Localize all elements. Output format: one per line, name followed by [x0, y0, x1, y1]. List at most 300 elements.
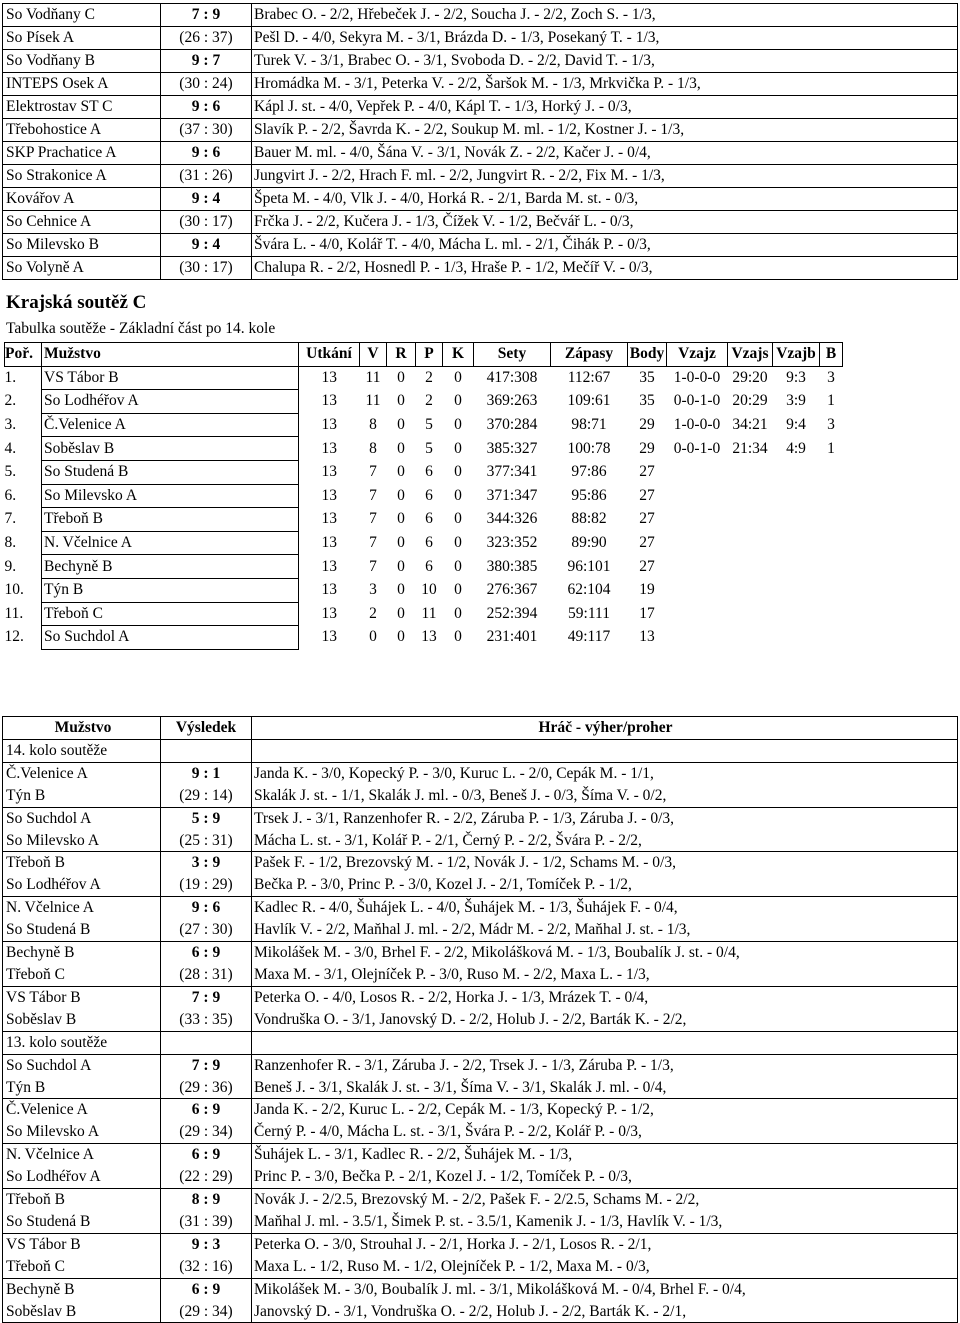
home-players: Švára L. - 4/0, Kolář T. - 4/0, Mácha L. ml. - 2/1, Čihák P. - 0/3,: [252, 234, 958, 257]
home-players: Novák J. - 2/2.5, Brezovský M. - 2/2, Pašek F. - 2/2.5, Schams M. - 2/2,: [252, 1189, 958, 1211]
standings-cell: 0: [454, 369, 462, 387]
score-value: 9 : 6: [191, 98, 221, 115]
standings-cell: 20:29: [732, 392, 768, 410]
match-sets: (26 : 37): [161, 27, 252, 50]
standings-cell: [820, 460, 843, 484]
match-row-away: [3, 1009, 958, 1031]
home-team: Bechyně B: [3, 1278, 161, 1300]
standings-cell: 0: [397, 604, 405, 622]
standings-cell: 0: [454, 486, 462, 504]
section-subtitle: Tabulka soutěže - Základní část po 14. kole: [6, 320, 276, 337]
match-score: [161, 142, 252, 165]
standings-cell: [820, 555, 843, 579]
standings-cell: 27: [639, 510, 655, 528]
standings-cell: Bechyně B: [42, 555, 299, 579]
standings-cell: N. Včelnice A: [42, 531, 299, 555]
away-players: Skalák J. st. - 1/1, Skalák J. ml. - 0/3, Beneš J. - 0/3, Šíma V. - 0/2,: [252, 785, 958, 807]
match-sets: (19 : 29): [161, 874, 252, 896]
home-team: N. Včelnice A: [3, 1144, 161, 1166]
score-value: 6 : 9: [191, 1146, 221, 1164]
away-team: So Písek A: [3, 27, 161, 50]
match-score: [161, 852, 252, 874]
match-sets: (31 : 26): [161, 165, 252, 188]
home-players: Peterka O. - 4/0, Losos R. - 2/2, Horka J. - 1/3, Mrázek T. - 0/4,: [252, 986, 958, 1008]
standings-cell: [667, 460, 728, 484]
home-players: Kápl J. st. - 4/0, Vepřek P. - 4/0, Kápl T. - 1/3, Horký J. - 0/3,: [252, 96, 958, 119]
standings-header-1: Mužstvo: [42, 343, 299, 367]
standings-cell: 11: [365, 369, 381, 387]
standings-cell: 12.: [4, 628, 24, 646]
standings-row: [5, 531, 843, 555]
standings-cell: 95:86: [571, 486, 607, 504]
home-players: Bauer M. ml. - 4/0, Šána V. - 3/1, Novák Z. - 2/2, Kačer J. - 0/4,: [252, 142, 958, 165]
away-team: Soběslav B: [3, 1009, 161, 1031]
standings-cell: 100:78: [567, 439, 611, 457]
standings-cell: 8: [369, 416, 377, 434]
home-players: Ranzenhofer R. - 3/1, Záruba J. - 2/2, Trsek J. - 1/3, Záruba P. - 1/3,: [252, 1054, 958, 1076]
standings-cell: 13: [321, 534, 337, 552]
header-team: Mužstvo: [3, 717, 161, 740]
home-players: Peterka O. - 3/0, Strouhal J. - 2/1, Horka J. - 2/1, Losos R. - 2/1,: [252, 1233, 958, 1255]
standings-cell: 11: [365, 392, 381, 410]
standings-cell: 0-0-1-0: [673, 392, 721, 410]
standings-cell: 371:347: [486, 486, 538, 504]
away-team: So Volyně A: [3, 257, 161, 280]
standings-cell: 0: [397, 510, 405, 528]
away-team: So Studená B: [3, 919, 161, 941]
score-value: 7 : 9: [191, 988, 221, 1006]
standings-cell: 5: [425, 416, 433, 434]
standings-cell: 0: [397, 369, 405, 387]
standings-row: [5, 390, 843, 414]
match-row-home: [3, 1054, 958, 1076]
standings-cell: 3: [827, 369, 835, 387]
score-value: 9 : 4: [191, 236, 221, 253]
match-row-away: [3, 1211, 958, 1233]
away-team: So Studená B: [3, 1211, 161, 1233]
score-value: 8 : 9: [191, 1191, 221, 1209]
standings-cell: 11: [421, 604, 437, 622]
standings-header-7: Sety: [474, 343, 551, 367]
match-score: [161, 188, 252, 211]
standings-cell: 323:352: [486, 534, 538, 552]
away-players: Pešl D. - 4/0, Sekyra M. - 3/1, Brázda D. - 1/3, Posekaný T. - 1/3,: [252, 27, 958, 50]
away-team: So Milevsko A: [3, 830, 161, 852]
standings-cell: 6: [425, 557, 433, 575]
standings-cell: Č.Velenice A: [42, 413, 299, 437]
away-players: Maxa M. - 3/1, Olejníček P. - 3/0, Ruso M. - 2/2, Maxa L. - 1/3,: [252, 964, 958, 986]
match-row-away: [3, 919, 958, 941]
away-players: Vondruška O. - 3/1, Janovský D. - 2/2, Holub J. - 2/2, Barták K. - 2/2,: [252, 1009, 958, 1031]
match-score: [161, 96, 252, 119]
standings-cell: [667, 626, 728, 650]
away-players: Maňhal J. ml. - 3.5/1, Šimek P. st. - 3.5/1, Kamenik J. - 1/3, Havlík V. - 1/3,: [252, 1211, 958, 1233]
standings-cell: 7.: [4, 510, 17, 528]
match-score: [161, 986, 252, 1008]
away-players: Havlík V. - 2/2, Maňhal J. ml. - 2/2, Mádr M. - 2/2, Maňhal J. st. - 1/3,: [252, 919, 958, 941]
score-value: 9 : 6: [191, 899, 221, 917]
standings-cell: 35: [639, 369, 655, 387]
standings-cell: 13: [321, 392, 337, 410]
standings-cell: 5: [425, 439, 433, 457]
match-score: [161, 807, 252, 829]
standings-cell: 2: [425, 369, 433, 387]
standings-cell: 0: [397, 439, 405, 457]
standings-cell: 9:3: [786, 369, 806, 387]
standings-cell: 0: [397, 534, 405, 552]
standings-cell: [728, 602, 773, 626]
home-players: Šuhájek L. - 3/1, Kadlec R. - 2/2, Šuhájek M. - 1/3,: [252, 1144, 958, 1166]
away-team: Týn B: [3, 785, 161, 807]
match-row-away: [3, 1256, 958, 1278]
standings-cell: 8: [369, 439, 377, 457]
standings-cell: 385:327: [486, 439, 538, 457]
home-players: Brabec O. - 2/2, Hřebeček J. - 2/2, Soucha J. - 2/2, Zoch S. - 1/3,: [252, 4, 958, 27]
away-players: Hromádka M. - 3/1, Peterka V. - 2/2, Šaršok M. - 1/3, Mrkvička P. - 1/3,: [252, 73, 958, 96]
standings-cell: [773, 602, 820, 626]
standings-cell: 27: [639, 534, 655, 552]
standings-cell: So Suchdol A: [42, 626, 299, 650]
standings-cell: 7: [369, 534, 377, 552]
standings-cell: So Milevsko A: [42, 484, 299, 508]
standings-cell: 89:90: [571, 534, 607, 552]
standings-header-12: Vzajb: [773, 343, 820, 367]
match-sets: (28 : 31): [161, 964, 252, 986]
standings-cell: 0: [397, 557, 405, 575]
score-value: 3 : 9: [191, 854, 221, 872]
match-row-home: [3, 1278, 958, 1300]
standings-cell: [728, 555, 773, 579]
match-sets: (32 : 16): [161, 1256, 252, 1278]
home-team: VS Tábor B: [3, 1233, 161, 1255]
standings-cell: [820, 578, 843, 602]
score-value: 6 : 9: [191, 1280, 221, 1298]
standings-cell: [667, 578, 728, 602]
standings-cell: 21:34: [732, 439, 768, 457]
standings-cell: 0: [454, 581, 462, 599]
standings-header-3: V: [360, 343, 387, 367]
match-row-home: [3, 1233, 958, 1255]
standings-row: [5, 508, 843, 532]
match-row-home: [3, 234, 958, 257]
standings-header-8: Zápasy: [551, 343, 628, 367]
standings-cell: So Studená B: [42, 460, 299, 484]
match-sets: (31 : 39): [161, 1211, 252, 1233]
match-row-home: [3, 942, 958, 964]
away-players: Frčka J. - 2/2, Kučera J. - 1/3, Čížek V. - 1/2, Bečvář L. - 0/3,: [252, 211, 958, 234]
standings-cell: 13: [639, 628, 655, 646]
standings-cell: 0: [397, 486, 405, 504]
standings-cell: 13: [421, 628, 437, 646]
match-row-away: [3, 257, 958, 280]
standings-header-9: Body: [628, 343, 667, 367]
match-row-away: [3, 830, 958, 852]
home-players: Janda K. - 2/2, Kuruc L. - 2/2, Cepák M. - 1/3, Kopecký P. - 1/2,: [252, 1099, 958, 1121]
standings-cell: Týn B: [42, 578, 299, 602]
away-team: Třeboň C: [3, 1256, 161, 1278]
standings-cell: [773, 626, 820, 650]
standings-cell: 3: [369, 581, 377, 599]
standings-header-5: P: [416, 343, 443, 367]
standings-cell: 0-0-1-0: [673, 439, 721, 457]
standings-cell: [773, 460, 820, 484]
standings-table: [4, 342, 843, 650]
standings-cell: 252:394: [486, 604, 538, 622]
match-score: [161, 762, 252, 784]
standings-header-0: Poř.: [5, 343, 42, 367]
standings-cell: [728, 578, 773, 602]
home-players: Kadlec R. - 4/0, Šuhájek L. - 4/0, Šuhájek M. - 1/3, Šuhájek F. - 0/4,: [252, 897, 958, 919]
away-players: Princ P. - 3/0, Bečka P. - 2/1, Kozel J. - 1/2, Tomíček P. - 0/3,: [252, 1166, 958, 1188]
match-row-away: [3, 1121, 958, 1143]
away-team: Týn B: [3, 1077, 161, 1099]
away-team: Soběslav B: [3, 1301, 161, 1323]
standings-cell: 344:326: [486, 510, 538, 528]
away-team: Třeboň C: [3, 964, 161, 986]
standings-cell: 0: [454, 463, 462, 481]
away-team: So Milevsko A: [3, 1121, 161, 1143]
standings-cell: 10: [421, 581, 437, 599]
results-header-row: [3, 717, 958, 740]
standings-cell: 27: [639, 557, 655, 575]
standings-cell: 2: [425, 392, 433, 410]
standings-cell: [773, 508, 820, 532]
match-row-home: [3, 986, 958, 1008]
standings-cell: 13: [321, 439, 337, 457]
score-value: 9 : 6: [191, 144, 221, 161]
header-result: Výsledek: [161, 717, 252, 740]
standings-cell: 0: [454, 604, 462, 622]
away-team: INTEPS Osek A: [3, 73, 161, 96]
match-row-home: [3, 1144, 958, 1166]
score-value: 7 : 9: [191, 1056, 221, 1074]
standings-cell: 59:111: [568, 604, 610, 622]
match-score: [161, 1054, 252, 1076]
standings-cell: 109:61: [567, 392, 611, 410]
away-players: Janovský D. - 3/1, Vondruška O. - 2/2, Holub J. - 2/2, Barták K. - 2/1,: [252, 1301, 958, 1323]
match-row-away: [3, 1166, 958, 1188]
standings-cell: 1.: [4, 369, 17, 387]
home-players: Trsek J. - 3/1, Ranzenhofer R. - 2/2, Záruba P. - 1/3, Záruba J. - 0/3,: [252, 807, 958, 829]
standings-header-row: [5, 343, 843, 367]
standings-cell: 0: [454, 392, 462, 410]
round-label-row: [3, 739, 958, 762]
home-team: N. Včelnice A: [3, 897, 161, 919]
match-row-home: [3, 807, 958, 829]
home-players: Mikolášek M. - 3/0, Brhel F. - 2/2, Mikolášková M. - 1/3, Boubalík J. st. - 0/4,: [252, 942, 958, 964]
standings-cell: 0: [397, 628, 405, 646]
standings-cell: 35: [639, 392, 655, 410]
standings-cell: 27: [639, 463, 655, 481]
standings-cell: 6.: [4, 486, 17, 504]
standings-cell: 7: [369, 463, 377, 481]
standings-row: [5, 602, 843, 626]
standings-cell: 0: [397, 581, 405, 599]
match-sets: (30 : 17): [161, 257, 252, 280]
standings-cell: 380:385: [486, 557, 538, 575]
standings-row: [5, 366, 843, 390]
standings-cell: 97:86: [571, 463, 607, 481]
standings-cell: 0: [454, 534, 462, 552]
standings-cell: 13: [321, 557, 337, 575]
standings-cell: 49:117: [567, 628, 611, 646]
standings-cell: 10.: [4, 581, 24, 599]
standings-cell: 370:284: [486, 416, 538, 434]
standings-header-2: Utkání: [299, 343, 360, 367]
standings-cell: VS Tábor B: [42, 366, 299, 390]
standings-cell: [728, 626, 773, 650]
match-score: [161, 4, 252, 27]
match-score: [161, 1189, 252, 1211]
standings-cell: 29:20: [732, 369, 768, 387]
match-sets: (22 : 29): [161, 1166, 252, 1188]
standings-cell: [728, 460, 773, 484]
score-value: 6 : 9: [191, 944, 221, 962]
home-players: Janda K. - 3/0, Kopecký P. - 3/0, Kuruc L. - 2/0, Cepák M. - 1/1,: [252, 762, 958, 784]
standings-cell: 11.: [4, 604, 24, 622]
standings-cell: 62:104: [567, 581, 611, 599]
home-team: So Vodňany B: [3, 50, 161, 73]
standings-row: [5, 460, 843, 484]
home-team: SKP Prachatice A: [3, 142, 161, 165]
standings-header-6: K: [443, 343, 474, 367]
match-row-away: [3, 211, 958, 234]
standings-cell: Třeboň C: [42, 602, 299, 626]
match-sets: (30 : 17): [161, 211, 252, 234]
standings-cell: 7: [369, 510, 377, 528]
standings-cell: 3:9: [786, 392, 806, 410]
match-row-home: [3, 897, 958, 919]
standings-cell: [667, 508, 728, 532]
match-sets: (30 : 24): [161, 73, 252, 96]
match-row-away: [3, 785, 958, 807]
match-row-away: [3, 165, 958, 188]
standings-row: [5, 555, 843, 579]
match-sets: (29 : 14): [161, 785, 252, 807]
standings-cell: [820, 602, 843, 626]
standings-cell: 6: [425, 534, 433, 552]
standings-cell: 9.: [4, 557, 17, 575]
standings-cell: [820, 626, 843, 650]
round-empty-result: [161, 1031, 252, 1054]
home-team: So Suchdol A: [3, 807, 161, 829]
match-score: [161, 897, 252, 919]
standings-cell: 6: [425, 463, 433, 481]
standings-cell: 7: [369, 557, 377, 575]
away-team: So Lodhéřov A: [3, 874, 161, 896]
standings-cell: Třeboň B: [42, 508, 299, 532]
standings-cell: [820, 484, 843, 508]
standings-row: [5, 413, 843, 437]
match-score: [161, 50, 252, 73]
standings-cell: 0: [454, 510, 462, 528]
score-value: 7 : 9: [191, 6, 221, 23]
home-team: Elektrostav ST C: [3, 96, 161, 119]
standings-cell: [667, 484, 728, 508]
match-row-away: [3, 874, 958, 896]
standings-cell: [728, 484, 773, 508]
standings-cell: 3.: [4, 416, 17, 434]
away-players: Slavík P. - 2/2, Šavrda K. - 2/2, Soukup M. ml. - 1/2, Kostner J. - 1/3,: [252, 119, 958, 142]
match-sets: (33 : 35): [161, 1009, 252, 1031]
match-row-away: [3, 1301, 958, 1323]
standings-header-10: Vzajz: [667, 343, 728, 367]
away-players: Beneš J. - 3/1, Skalák J. st. - 3/1, Šíma V. - 3/1, Skalák J. ml. - 0/4,: [252, 1077, 958, 1099]
standings-cell: 112:67: [567, 369, 611, 387]
home-team: So Vodňany C: [3, 4, 161, 27]
standings-cell: 0: [369, 628, 377, 646]
standings-cell: 34:21: [732, 416, 768, 434]
home-team: Č.Velenice A: [3, 1099, 161, 1121]
standings-cell: 13: [321, 581, 337, 599]
away-players: Chalupa R. - 2/2, Hosnedl P. - 1/3, Hraše P. - 1/2, Mečíř V. - 0/3,: [252, 257, 958, 280]
standings-cell: 276:367: [486, 581, 538, 599]
standings-cell: 4.: [4, 439, 17, 457]
round-label: 13. kolo soutěže: [3, 1031, 161, 1054]
away-players: Jungvirt J. - 2/2, Hrach F. ml. - 2/2, Jungvirt R. - 2/2, Fix M. - 1/3,: [252, 165, 958, 188]
round-results-table: [2, 716, 958, 1323]
round-empty-result: [161, 739, 252, 762]
match-sets: (29 : 34): [161, 1301, 252, 1323]
standings-cell: [667, 602, 728, 626]
standings-cell: 369:263: [486, 392, 538, 410]
home-team: So Milevsko B: [3, 234, 161, 257]
standings-cell: [728, 531, 773, 555]
away-team: So Lodhéřov A: [3, 1166, 161, 1188]
top-results-table: [2, 3, 958, 280]
home-team: So Suchdol A: [3, 1054, 161, 1076]
standings-cell: 29: [639, 439, 655, 457]
round-empty-players: [252, 1031, 958, 1054]
standings-cell: 0: [454, 416, 462, 434]
match-score: [161, 1144, 252, 1166]
section-title: Krajská soutěž C: [6, 292, 147, 313]
standings-cell: [820, 531, 843, 555]
standings-cell: 377:341: [486, 463, 538, 481]
home-team: Bechyně B: [3, 942, 161, 964]
match-sets: (27 : 30): [161, 919, 252, 941]
match-sets: (25 : 31): [161, 830, 252, 852]
match-row-home: [3, 852, 958, 874]
match-row-away: [3, 27, 958, 50]
score-value: 9 : 1: [191, 764, 221, 782]
match-sets: (29 : 36): [161, 1077, 252, 1099]
standings-cell: 0: [397, 416, 405, 434]
away-players: Maxa L. - 1/2, Ruso M. - 1/2, Olejníček P. - 1/2, Maxa M. - 0/3,: [252, 1256, 958, 1278]
match-row-home: [3, 96, 958, 119]
standings-row: [5, 626, 843, 650]
standings-cell: 8.: [4, 534, 17, 552]
match-row-away: [3, 119, 958, 142]
standings-cell: 0: [397, 392, 405, 410]
standings-cell: 3: [827, 416, 835, 434]
standings-header-11: Vzajs: [728, 343, 773, 367]
match-score: [161, 1278, 252, 1300]
match-score: [161, 234, 252, 257]
standings-cell: 29: [639, 416, 655, 434]
standings-cell: Soběslav B: [42, 437, 299, 461]
standings-cell: [773, 555, 820, 579]
standings-cell: 2.: [4, 392, 17, 410]
header-players: Hráč - výher/proher: [252, 717, 958, 740]
home-players: Špeta M. - 4/0, Vlk J. - 4/0, Horká R. - 2/1, Barda M. st. - 0/3,: [252, 188, 958, 211]
score-value: 6 : 9: [191, 1101, 221, 1119]
home-players: Mikolášek M. - 3/0, Boubalík J. ml. - 3/1, Mikolášková M. - 0/4, Brhel F. - 0/4,: [252, 1278, 958, 1300]
score-value: 9 : 4: [191, 190, 221, 207]
match-row-home: [3, 4, 958, 27]
match-row-away: [3, 1077, 958, 1099]
standings-cell: 19: [639, 581, 655, 599]
